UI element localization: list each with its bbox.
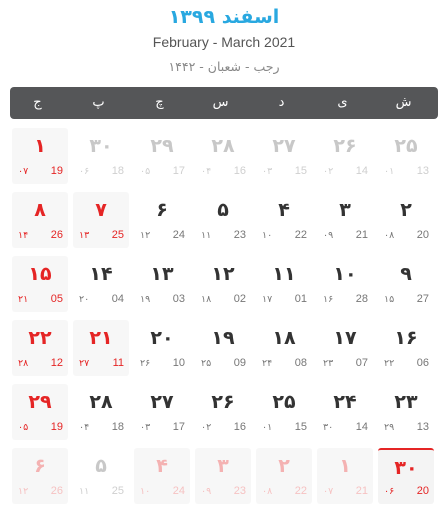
- persian-day-number: ۱۶: [394, 327, 418, 349]
- gregorian-day-number: 26: [50, 485, 63, 497]
- day-cell[interactable]: [256, 256, 312, 312]
- hijri-day-number: ۱۱: [201, 230, 212, 241]
- hijri-day-number: ۰۱: [384, 166, 395, 177]
- day-cell[interactable]: [378, 256, 434, 312]
- hijri-day-number: ۲۵: [201, 358, 212, 369]
- hijri-day-number: ۱۰: [140, 486, 151, 497]
- gregorian-day-number: 17: [172, 165, 185, 177]
- weekday-wednesday: چ: [155, 95, 164, 110]
- persian-day-number: ۸: [34, 199, 46, 221]
- hijri-day-number: ۰۱: [262, 422, 273, 433]
- day-cell[interactable]: [378, 320, 434, 376]
- gregorian-day-number: 16: [233, 421, 246, 433]
- gregorian-day-number: 20: [416, 485, 429, 497]
- hijri-day-number: ۰۴: [201, 166, 212, 177]
- hijri-day-number: ۲۴: [262, 358, 273, 369]
- persian-day-number: ۶: [156, 199, 168, 221]
- gregorian-day-number: 02: [233, 293, 246, 305]
- persian-day-number: ۲۹: [28, 391, 52, 413]
- persian-day-number: ۲۷: [272, 135, 296, 157]
- day-cell[interactable]: [317, 128, 373, 184]
- day-cell[interactable]: [134, 256, 190, 312]
- day-cell[interactable]: [12, 128, 68, 184]
- gregorian-day-number: 22: [294, 485, 307, 497]
- hijri-day-number: ۲۶: [140, 358, 151, 369]
- persian-day-number: ۵: [217, 199, 229, 221]
- gregorian-day-number: 28: [355, 293, 368, 305]
- persian-day-number: ۲: [400, 199, 412, 221]
- persian-day-number: ۳۰: [394, 457, 418, 479]
- day-cell[interactable]: [12, 256, 68, 312]
- day-cell[interactable]: [134, 192, 190, 248]
- gregorian-day-number: 25: [111, 229, 124, 241]
- day-cell[interactable]: [256, 320, 312, 376]
- gregorian-day-number: 14: [355, 165, 368, 177]
- persian-day-number: ۲۶: [333, 135, 357, 157]
- gregorian-day-number: 25: [111, 485, 124, 497]
- persian-day-number: ۱۷: [333, 327, 357, 349]
- day-cell[interactable]: [12, 320, 68, 376]
- weekday-thursday: پ: [92, 95, 105, 110]
- persian-day-number: ۲۴: [333, 391, 357, 413]
- day-cell[interactable]: [256, 128, 312, 184]
- day-cell[interactable]: [134, 384, 190, 440]
- day-cell[interactable]: [317, 256, 373, 312]
- persian-day-number: ۱۴: [89, 263, 113, 285]
- gregorian-day-number: 10: [172, 357, 185, 369]
- hijri-day-number: ۰۷: [323, 486, 334, 497]
- gregorian-day-number: 19: [50, 165, 63, 177]
- day-cell[interactable]: [134, 128, 190, 184]
- gregorian-day-number: 23: [233, 485, 246, 497]
- day-cell[interactable]: [195, 448, 251, 504]
- persian-day-number: ۲۲: [28, 327, 52, 349]
- hijri-day-number: ۱۰: [262, 230, 273, 241]
- hijri-day-number: ۰۳: [262, 166, 273, 177]
- day-cell[interactable]: [12, 192, 68, 248]
- persian-day-number: ۵: [95, 455, 107, 477]
- hijri-day-number: ۲۳: [323, 358, 334, 369]
- persian-day-number: ۱۸: [272, 327, 296, 349]
- persian-day-number: ۱۵: [28, 263, 52, 285]
- weekday-friday: ج: [33, 95, 42, 110]
- persian-day-number: ۲۵: [394, 135, 418, 157]
- gregorian-day-number: 21: [355, 229, 368, 241]
- day-cell[interactable]: [317, 192, 373, 248]
- hijri-day-number: ۰۳: [140, 422, 151, 433]
- hijri-day-number: ۰۶: [79, 166, 90, 177]
- day-cell[interactable]: [378, 192, 434, 248]
- weekday-sunday: ی: [337, 95, 348, 110]
- gregorian-day-number: 18: [111, 165, 124, 177]
- hijri-day-number: ۰۵: [18, 422, 29, 433]
- persian-day-number: ۲۹: [150, 135, 174, 157]
- gregorian-day-number: 27: [416, 293, 429, 305]
- hijri-month-range: رجب - شعبان - ۱۴۴۲: [168, 59, 280, 74]
- gregorian-day-number: 16: [233, 165, 246, 177]
- hijri-day-number: ۰۹: [201, 486, 212, 497]
- persian-day-number: ۲۸: [89, 391, 113, 413]
- gregorian-day-number: 12: [50, 357, 63, 369]
- hijri-day-number: ۰۸: [262, 486, 273, 497]
- weekday-monday: د: [278, 95, 285, 110]
- day-cell[interactable]: [317, 448, 373, 504]
- persian-day-number: ۷: [95, 199, 107, 221]
- hijri-day-number: ۱۶: [323, 294, 334, 305]
- persian-day-number: ۹: [400, 263, 412, 285]
- day-cell[interactable]: [256, 192, 312, 248]
- persian-day-number: ۲۳: [394, 391, 418, 413]
- day-cell[interactable]: [73, 448, 129, 504]
- weekday-saturday: ش: [395, 95, 412, 110]
- persian-day-number: ۱: [34, 135, 46, 157]
- day-cell[interactable]: [256, 448, 312, 504]
- persian-day-number: ۶: [34, 455, 46, 477]
- weekday-header-bar: [10, 87, 438, 119]
- gregorian-day-number: 24: [172, 229, 185, 241]
- gregorian-day-number: 04: [111, 293, 124, 305]
- persian-day-number: ۲: [278, 455, 290, 477]
- weekday-tuesday: س: [212, 95, 229, 110]
- hijri-day-number: ۱۹: [140, 294, 151, 305]
- persian-day-number: ۲۰: [150, 327, 174, 349]
- hijri-day-number: ۱۸: [201, 294, 212, 305]
- hijri-day-number: ۱۷: [262, 294, 273, 305]
- day-cell[interactable]: [73, 128, 129, 184]
- hijri-day-number: ۱۵: [384, 294, 395, 305]
- gregorian-day-number: 07: [355, 357, 368, 369]
- persian-day-number: ۱۹: [211, 327, 235, 349]
- gregorian-day-number: 21: [355, 485, 368, 497]
- gregorian-day-number: 13: [416, 421, 429, 433]
- gregorian-day-number: 14: [355, 421, 368, 433]
- persian-day-number: ۳۰: [89, 135, 113, 157]
- gregorian-day-number: 08: [294, 357, 307, 369]
- gregorian-day-number: 26: [50, 229, 63, 241]
- persian-day-number: ۱۱: [272, 263, 296, 285]
- day-cell[interactable]: [73, 192, 129, 248]
- hijri-day-number: ۰۶: [384, 486, 395, 497]
- day-cell[interactable]: [195, 256, 251, 312]
- hijri-day-number: ۲۰: [79, 294, 90, 305]
- hijri-day-number: ۱۱: [79, 486, 90, 497]
- gregorian-day-number: 03: [172, 293, 185, 305]
- day-cell[interactable]: [378, 128, 434, 184]
- gregorian-day-number: 23: [233, 229, 246, 241]
- hijri-day-number: ۲۲: [384, 358, 395, 369]
- day-cell-today[interactable]: [378, 448, 434, 504]
- persian-day-number: ۱۲: [211, 263, 235, 285]
- hijri-day-number: ۱۲: [140, 230, 151, 241]
- gregorian-day-number: 18: [111, 421, 124, 433]
- gregorian-day-number: 11: [112, 357, 124, 369]
- day-cell[interactable]: [256, 384, 312, 440]
- gregorian-day-number: 20: [416, 229, 429, 241]
- hijri-day-number: ۰۸: [384, 230, 395, 241]
- persian-day-number: ۱۳: [150, 263, 174, 285]
- day-cell[interactable]: [73, 256, 129, 312]
- day-cell[interactable]: [12, 448, 68, 504]
- persian-day-number: ۴: [278, 199, 290, 221]
- persian-day-number: ۲۸: [211, 135, 235, 157]
- persian-day-number: ۲۶: [211, 391, 235, 413]
- gregorian-day-number: 15: [294, 421, 307, 433]
- gregorian-day-number: 05: [50, 293, 63, 305]
- day-cell[interactable]: [73, 384, 129, 440]
- gregorian-day-number: 09: [233, 357, 246, 369]
- hijri-day-number: ۰۵: [140, 166, 151, 177]
- day-cell[interactable]: [195, 320, 251, 376]
- hijri-day-number: ۲۷: [79, 358, 90, 369]
- gregorian-day-number: 22: [294, 229, 307, 241]
- day-cell[interactable]: [195, 384, 251, 440]
- hijri-day-number: ۰۹: [323, 230, 334, 241]
- gregorian-day-number: 15: [294, 165, 307, 177]
- gregorian-day-number: 06: [416, 357, 429, 369]
- day-cell[interactable]: [317, 384, 373, 440]
- gregorian-day-number: 13: [416, 165, 429, 177]
- day-cell[interactable]: [134, 320, 190, 376]
- hijri-day-number: ۰۴: [79, 422, 90, 433]
- hijri-day-number: ۰۲: [323, 166, 334, 177]
- persian-month-title[interactable]: اسفند ۱۳۹۹: [168, 6, 280, 28]
- hijri-day-number: ۱۲: [18, 486, 29, 497]
- hijri-day-number: ۱۳: [79, 230, 90, 241]
- persian-day-number: ۲۱: [89, 327, 113, 349]
- persian-day-number: ۳: [217, 455, 229, 477]
- gregorian-month-range: February - March 2021: [152, 34, 296, 50]
- day-cell[interactable]: [73, 320, 129, 376]
- gregorian-day-number: 01: [294, 293, 307, 305]
- hijri-day-number: ۰۷: [18, 166, 29, 177]
- gregorian-day-number: 17: [172, 421, 185, 433]
- hijri-day-number: ۲۸: [18, 358, 29, 369]
- hijri-day-number: ۱۴: [18, 230, 29, 241]
- day-cell[interactable]: [12, 384, 68, 440]
- day-cell[interactable]: [195, 128, 251, 184]
- day-cell[interactable]: [195, 192, 251, 248]
- hijri-day-number: ۰۲: [201, 422, 212, 433]
- persian-day-number: ۲۷: [150, 391, 174, 413]
- persian-day-number: ۱۰: [333, 263, 357, 285]
- persian-day-number: ۱: [339, 455, 351, 477]
- gregorian-day-number: 24: [172, 485, 185, 497]
- persian-day-number: ۳: [339, 199, 351, 221]
- hijri-day-number: ۲۱: [18, 294, 29, 305]
- persian-day-number: ۲۵: [272, 391, 296, 413]
- hijri-day-number: ۲۹: [384, 422, 395, 433]
- day-cell[interactable]: [134, 448, 190, 504]
- persian-day-number: ۴: [156, 455, 168, 477]
- hijri-day-number: ۳۰: [323, 422, 334, 433]
- gregorian-day-number: 19: [50, 421, 63, 433]
- day-cell[interactable]: [378, 384, 434, 440]
- day-cell[interactable]: [317, 320, 373, 376]
